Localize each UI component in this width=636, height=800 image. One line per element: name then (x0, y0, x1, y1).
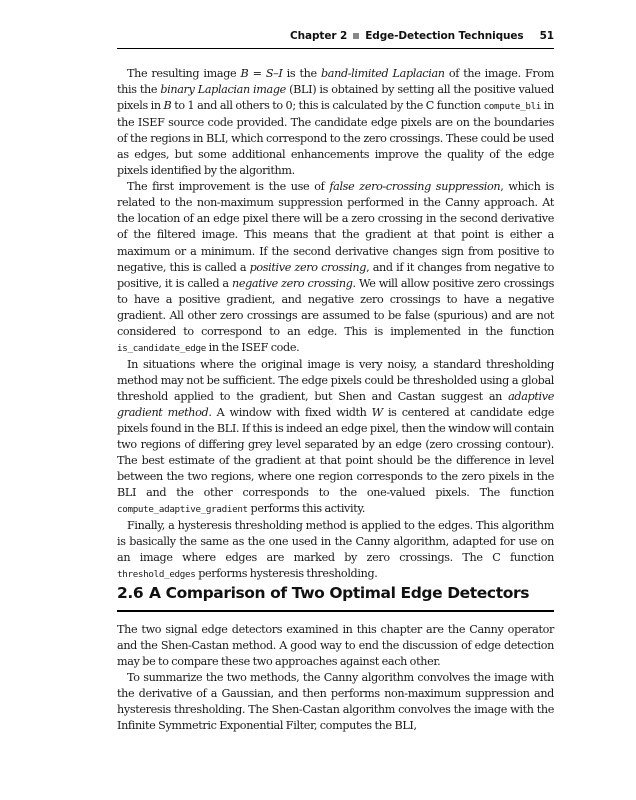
italic-term: B (163, 99, 172, 113)
text-run: performs hysteresis thresholding. (195, 567, 378, 581)
text-run: Finally, a hysteresis thresholding method is applied to the edges. This algorithm is basically the same as the one used in the Canny algorithm, adapted for use on an image where edges are marked by zero crossings. The C function (117, 519, 554, 565)
paragraph (117, 670, 554, 734)
code-identifier: threshold_edges (117, 569, 196, 581)
text-run: is centered at candidate edge pixels found in the BLI. If this is indeed an edge pixel, then the window will contain two regions of differing grey level separated by an edge (zero crossing contour). The best estimate of the gradient at that point should be the difference in level between the two regions, where one region corresponds to the zero pixels in the BLI and the other corresponds to the one-valued pixels. The function (117, 405, 555, 500)
text-run: , and if it changes from negative to positive, it is called a (117, 260, 554, 290)
italic-term: false zero-crossing suppression (329, 180, 501, 194)
paragraph (117, 518, 554, 583)
italic-term: B (240, 67, 249, 80)
text-run: performs this activity. (247, 502, 366, 516)
text-run: . We will allow positive zero crossings to have a positive gradient, and negative zero crossings to have a negative gradient. All other zero crossings are assumed to be false (spurious) and are not considered to correspond to an edge. This is implemented in the function (117, 276, 554, 338)
header-rule (117, 48, 554, 49)
code-identifier: compute_adaptive_gradient (117, 504, 248, 516)
italic-term: negative zero crossing (231, 276, 353, 290)
text-run: The two signal edge detectors examined in this chapter are the Canny operator and the Shen-Castan method. A good way to end the discussion of edge detection may be to compare these two approaches against each other. (117, 623, 554, 669)
paragraph (117, 357, 554, 518)
paragraph (117, 66, 554, 179)
italic-term: S (265, 67, 274, 80)
section-title: A Comparison of Two Optimal Edge Detectors (149, 584, 530, 602)
text-run: (BLI) is obtained by setting all the positive valued pixels in (117, 83, 554, 113)
text-run: , which is related to the non-maximum suppression performed in the Canny approach. At the location of an edge pixel there will be a zero crossing in the second derivative of the filtered image. This means that the gradient at that point is either a maximum or a minimum. If the second derivative changes sign from positive to negative, this is called a (117, 180, 554, 274)
text-run: The first improvement is the use of (127, 180, 330, 194)
code-identifier: compute_bli (483, 101, 542, 113)
chapter-label: Chapter 2 (290, 30, 348, 42)
page-number: 51 (539, 30, 554, 42)
text-run: of the image. From this the (117, 67, 555, 97)
paragraph (117, 179, 554, 357)
body-text-upper (117, 66, 554, 584)
text-run: in the ISEF source code provided. The candidate edge pixels are on the boundaries of the regions in BLI, which correspond to the zero crossings. These could be used as edges, but some additional enhancements improve the quality of the edge pixels identified by the algorithm. (117, 99, 554, 178)
text-run: The resulting image (127, 67, 241, 80)
text-run: – (273, 67, 279, 80)
italic-term: band-limited Laplacian (320, 67, 445, 80)
section-number: 2.6 (117, 584, 144, 602)
body-text-lower (117, 622, 554, 734)
italic-term: binary Laplacian image (160, 83, 286, 97)
text-run: to 1 and all others to 0; this is calculated by the C function (171, 99, 484, 113)
italic-term: adaptive gradient method (117, 389, 554, 419)
text-run: in the ISEF code. (205, 340, 300, 354)
section-heading-rule (117, 610, 554, 612)
section-heading (117, 584, 554, 608)
text-run: is the (282, 67, 321, 80)
chapter-title: Edge-Detection Techniques (365, 30, 524, 42)
paragraph (117, 622, 554, 670)
running-header (117, 30, 554, 50)
text-run: = (248, 67, 266, 80)
italic-term: I (278, 67, 283, 80)
text-run: . A window with fixed width (208, 405, 372, 419)
italic-term: W (371, 405, 383, 419)
text-run: In situations where the original image is very noisy, a standard thresholding method may not be sufficient. The edge pixels could be thresholded using a global threshold applied to the gradient, but Shen and Castan suggest an (117, 357, 554, 403)
text-run: To summarize the two methods, the Canny algorithm convolves the image with the derivative of a Gaussian, and then performs non-maximum suppression and hysteresis thresholding. The Shen-Castan algorithm convolves the image with the Infinite Symmetric Exponential Filter, computes the BLI, (117, 671, 554, 733)
separator-square-icon (353, 33, 359, 39)
code-identifier: is_candidate_edge (117, 342, 206, 354)
italic-term: positive zero crossing (249, 260, 367, 274)
